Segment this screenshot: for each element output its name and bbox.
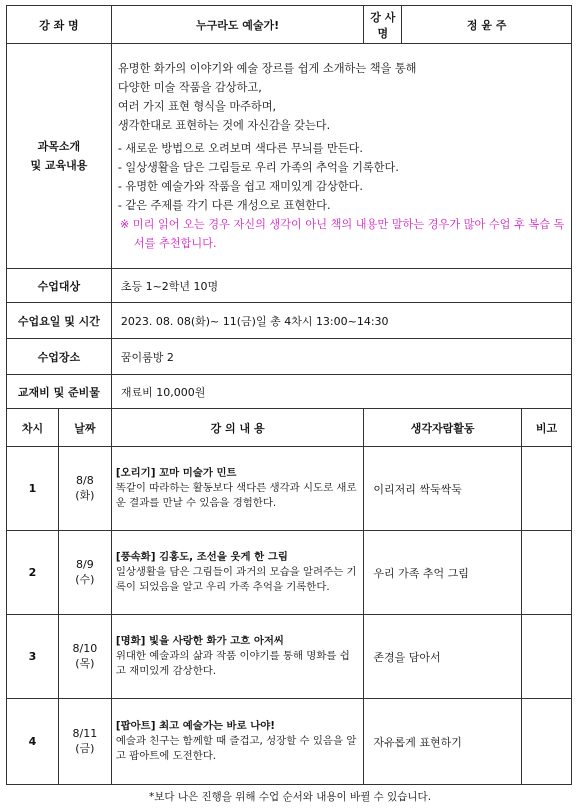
place-value: 꿈이룸방 2: [111, 339, 571, 375]
session-activity: 이리저리 싹둑싹둑: [364, 447, 522, 531]
intro-label-line1: 과목소개: [37, 140, 81, 153]
session-no: 2: [7, 531, 59, 615]
place-row: [7, 339, 572, 375]
session-row: [7, 531, 572, 615]
col-content: 강 의 내 용: [111, 409, 364, 447]
intro-line: 유명한 화가의 이야기와 예술 장르를 쉽게 소개하는 책을 통해: [117, 62, 417, 75]
session-no: 4: [7, 699, 59, 785]
session-activity: 우리 가족 추억 그림: [364, 531, 522, 615]
session-title: [풍속화] 김홍도, 조선을 웃게 한 그림: [115, 551, 288, 563]
course-label: 강 좌 명: [7, 6, 112, 44]
session-activity: 존경을 담아서: [364, 615, 522, 699]
instructor-name: 정 윤 주: [402, 6, 572, 44]
intro-row: [7, 44, 572, 269]
session-desc: 똑같이 따라하는 활동보다 색다른 생각과 시도로 새로운 결과를 만날 수 있음을 경험한다.: [115, 482, 357, 509]
session-date: [58, 699, 111, 785]
session-no: 1: [7, 447, 59, 531]
session-date: [58, 447, 111, 531]
footnote: *보다 나은 진행을 위해 수업 순서와 내용이 바뀔 수 있습니다.: [148, 791, 432, 803]
col-remarks: 비고: [522, 409, 572, 447]
day-text: (수): [75, 573, 95, 586]
schedule-row: [7, 303, 572, 339]
session-remarks: [522, 447, 572, 531]
intro-bullets: [118, 139, 565, 215]
session-remarks: [522, 615, 572, 699]
bullet-item: - 같은 주제를 각기 다른 개성으로 표현한다.: [117, 199, 331, 212]
col-activity: 생각자람활동: [364, 409, 522, 447]
intro-label: [7, 44, 112, 269]
bullet-item: - 일상생활을 담은 그림들로 우리 가족의 추억을 기록한다.: [117, 161, 399, 174]
instructor-label: 강 사 명: [364, 6, 402, 44]
session-title: [팝아트] 최고 예술가는 바로 나야!: [115, 720, 276, 732]
session-date: [58, 615, 111, 699]
intro-content: [111, 44, 571, 269]
columns-header-row: [7, 409, 572, 447]
intro-line: 생각한대로 표현하는 것에 자신감을 갖는다.: [117, 119, 331, 132]
day-text: (화): [75, 489, 95, 502]
date-text: 8/9: [76, 558, 94, 571]
col-session: 차시: [7, 409, 59, 447]
session-row: [7, 699, 572, 785]
intro-line: 다양한 미술 작품을 감상하고,: [117, 81, 262, 94]
session-no: 3: [7, 615, 59, 699]
intro-note-text: ※ 미리 읽어 오는 경우 자신의 생각이 아닌 책의 내용만 말하는 경우가 많아 수업 후 복습 독서를 추천합니다.: [119, 218, 565, 250]
session-remarks: [522, 699, 572, 785]
course-plan-table: [6, 5, 572, 785]
session-desc: 일상생활을 담은 그림들이 과거의 모습을 알려주는 기록이 되었음을 알고 우리 가족 추억을 기록한다.: [115, 566, 357, 593]
header-row: [7, 6, 572, 44]
session-row: [7, 615, 572, 699]
place-label: 수업장소: [7, 339, 112, 375]
session-content: [111, 615, 364, 699]
session-title: [오리기] 꼬마 미술가 민트: [115, 467, 237, 479]
date-text: 8/10: [72, 642, 98, 655]
bullet-item: - 유명한 예술가와 작품을 쉽고 재미있게 감상한다.: [117, 180, 363, 193]
session-remarks: [522, 531, 572, 615]
schedule-value: 2023. 08. 08(화)~ 11(금)일 총 4차시 13:00~14:30: [111, 303, 571, 339]
intro-label-line2: 및 교육내용: [30, 159, 88, 172]
session-activity: 자유롭게 표현하기: [364, 699, 522, 785]
col-date: 날짜: [58, 409, 111, 447]
materials-label: 교재비 및 준비물: [7, 375, 112, 409]
date-text: 8/11: [72, 727, 98, 740]
session-desc: 예술과 친구는 함께할 때 즐겁고, 성장할 수 있음을 알고 팝아트에 도전한다.: [115, 735, 357, 762]
intro-paragraph: [118, 59, 565, 135]
day-text: (목): [75, 657, 95, 670]
date-text: 8/8: [76, 474, 94, 487]
schedule-label: 수업요일 및 시간: [7, 303, 112, 339]
target-value: 초등 1~2학년 10명: [111, 269, 571, 303]
session-content: [111, 531, 364, 615]
materials-row: [7, 375, 572, 409]
session-content: [111, 699, 364, 785]
intro-line: 여러 가지 표현 형식을 마주하며,: [117, 100, 277, 113]
session-row: [7, 447, 572, 531]
course-name: 누구라도 예술가!: [111, 6, 364, 44]
materials-value: 재료비 10,000원: [111, 375, 571, 409]
session-date: [58, 531, 111, 615]
bullet-item: - 새로운 방법으로 오려보며 색다른 무늬를 만든다.: [117, 142, 363, 155]
intro-note: [118, 215, 565, 253]
target-row: [7, 269, 572, 303]
session-content: [111, 447, 364, 531]
session-desc: 위대한 예술과의 삶과 작품 이야기를 통해 명화를 쉽고 재미있게 감상한다.: [115, 650, 350, 677]
day-text: (금): [75, 742, 95, 755]
session-title: [명화] 빛을 사랑한 화가 고흐 아저씨: [115, 635, 284, 647]
target-label: 수업대상: [7, 269, 112, 303]
